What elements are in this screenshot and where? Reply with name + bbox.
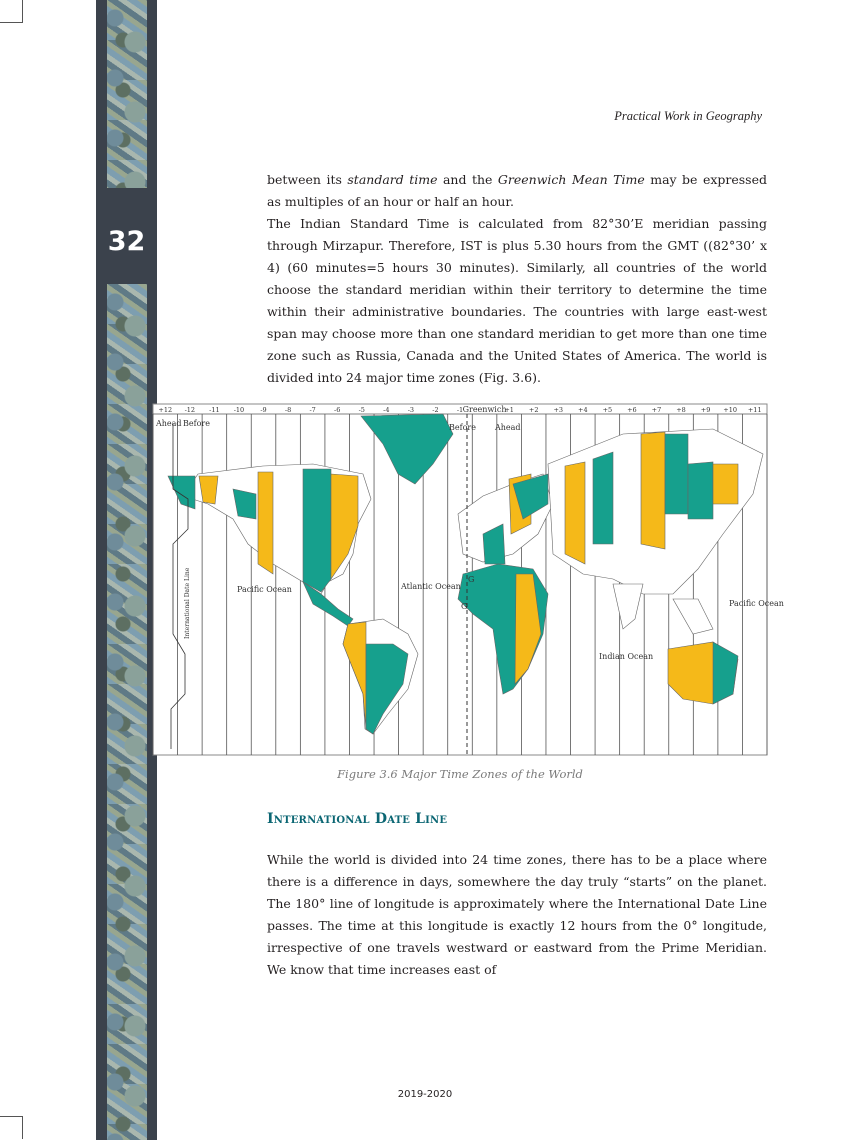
paragraph-2: The Indian Standard Time is calculated from 82°30’E meridian passing through Mirzapur. Therefore, IST is plus 5.30 hours from the GMT ((82°30’ x 4) (60 minutes=5 hours 30 minutes). Similarly, all countries of the world choose the standard meridian within their territory to determine the time within their administrative boundaries. The countries with large east-west span may choose more than one standard meridian to get more than one time zone such as Russia, Canada and the United States of America. The world is divided into 24 major time zones (Fig. 3.6). (267, 216, 767, 385)
scale-label: -4 (383, 406, 390, 414)
scale-label: -2 (432, 406, 439, 414)
scale-label: +8 (676, 406, 686, 414)
scale-label: Greenwich (462, 405, 507, 414)
scale-label: +6 (627, 406, 637, 414)
scale-label: -11 (209, 406, 220, 414)
paragraph-1-seg-1: between its (267, 172, 348, 187)
scale-label: -7 (309, 406, 316, 414)
scale-label: -3 (407, 406, 415, 414)
page-number: 32 (107, 226, 146, 257)
scale-label: +10 (723, 406, 738, 414)
label-atlantic-ocean: Atlantic Ocean (401, 582, 461, 591)
scale-label: -8 (284, 406, 292, 414)
scale-label: -5 (358, 406, 365, 414)
scale-label: +5 (602, 406, 613, 414)
paragraph-1-emphasis-gmt: Greenwich Mean Time (497, 172, 645, 187)
paragraph-1-seg-3: may be expressed as multiples of an hour or half an hour. (267, 172, 767, 209)
paragraph-3: While the world is divided into 24 time zones, there has to be a place where there is a difference in days, somewhere the day truly “starts” on the planet. The 180° line of longitude is approximately where the International Date Line passes. The time at this longitude is exactly 12 hours from the 0° longitude, irrespective of one travels westward or eastward from the Prime Meridian. We know that time increases east of (267, 852, 767, 977)
crop-mark-top-left (0, 0, 23, 23)
scale-label: +11 (747, 406, 762, 414)
body-text-top (267, 169, 767, 389)
paragraph-1-seg-2: and the (437, 172, 498, 187)
figure-caption: Figure 3.6 Major Time Zones of the World (337, 767, 583, 781)
satellite-image-strip-bottom (107, 284, 147, 1140)
scale-label: +9 (700, 406, 711, 414)
label-indian-ocean: Indian Ocean (599, 652, 654, 661)
label-before-right: Before (449, 423, 476, 432)
label-before-left: Before (183, 419, 210, 428)
scale-label: -6 (334, 406, 341, 414)
time-zones-map (153, 404, 784, 755)
scale-label: +1 (504, 406, 514, 414)
paragraph-1 (267, 169, 767, 213)
scale-label: -10 (233, 406, 245, 414)
scale-label: +12 (158, 406, 173, 414)
footer-year: 2019-2020 (397, 1089, 453, 1100)
scale-label: +2 (528, 406, 539, 414)
crop-mark-bottom-left (0, 1116, 23, 1139)
scale-label: -1 (456, 406, 464, 414)
scale-label: -9 (260, 406, 267, 414)
body-text-bottom (267, 849, 767, 981)
section-heading: International Date Line (267, 811, 448, 827)
label-ahead-left: Ahead (156, 419, 182, 428)
scale-label: +4 (578, 406, 588, 414)
satellite-image-strip-top (107, 0, 147, 188)
paragraph-1-emphasis-standard-time: standard time (347, 172, 438, 187)
scale-label: -12 (184, 406, 196, 414)
running-head: Practical Work in Geography (614, 109, 762, 123)
scale-label: +3 (553, 406, 564, 414)
label-pacific-ocean-right: Pacific Ocean (729, 599, 784, 608)
label-international-date-line: International Date Line (184, 567, 191, 639)
scale-label: +7 (651, 406, 662, 414)
label-ahead-right: Ahead (495, 423, 521, 432)
label-pacific-ocean-left: Pacific Ocean (237, 585, 292, 594)
label-g-south: G (461, 602, 468, 611)
label-g-north: G (468, 575, 475, 584)
